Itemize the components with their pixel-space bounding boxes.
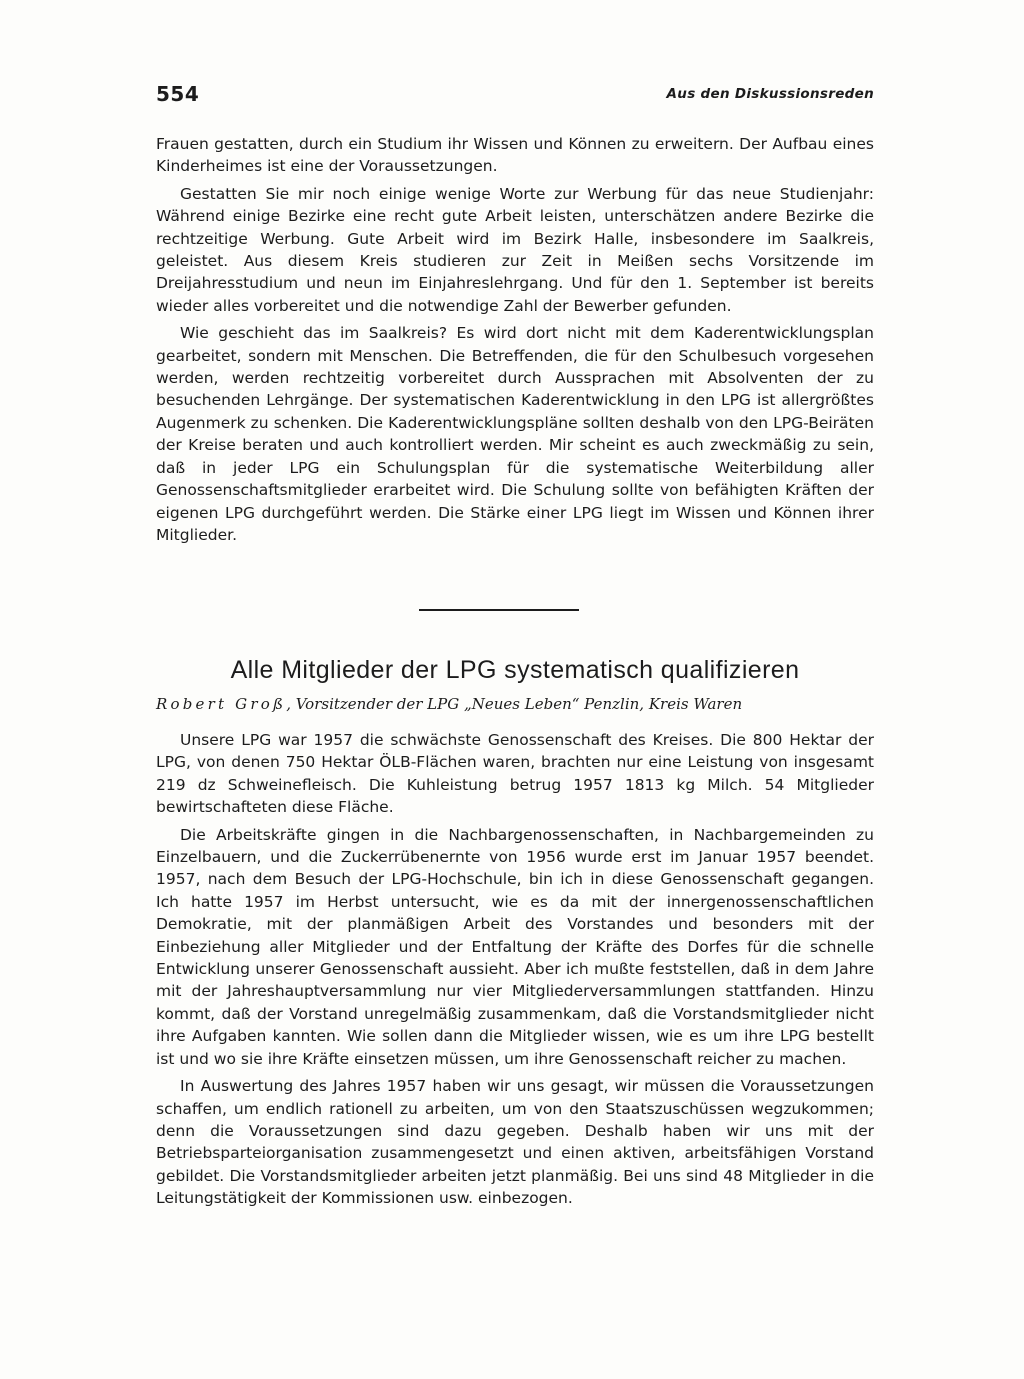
paragraph: Frauen gestatten, durch ein Studium ihr Wissen und Können zu erweitern. Der Aufbau eines Kinderheimes ist eine der Voraussetzungen. [156,135,874,176]
section-divider [419,609,579,611]
author-name: Robert Groß [156,695,287,713]
top-section-text [156,133,874,551]
paragraph: Die Arbeitskräfte gingen in die Nachbargenossenschaften, in Nachbargemeinden zu Einzelbauern, und die Zuckerrübenernte von 1956 wurde erst im Januar 1957 beendet. 1957, nach dem Besuch der LPG-Hochschule, bin ich in diese Genossenschaft gegangen. Ich hatte 1957 im Herbst untersucht, wie es da mit der innergenossenschaftlichen Demokratie, mit der planmäßigen Arbeit des Vorstandes und besonders mit der Einbeziehung aller Mitglieder und der Entfaltung der Kräfte des Dorfes für die schnelle Entwicklung unserer Genossenschaft aussieht. Aber ich mußte feststellen, daß in dem Jahre mit der Jahreshauptversammlung nur vier Mitgliederversammlungen stattfanden. Hinzu kommt, daß der Vorstand unregelmäßig zusammenkam, daß die Vorstandsmitglieder nicht ihre Aufgaben kannten. Wie sollen dann die Mitglieder wissen, wie es um ihre LPG bestellt ist und wo sie ihre Kräfte einsetzen müssen, um ihre Genossenschaft reicher zu machen. [156,825,874,1068]
article-title: Alle Mitglieder der LPG systematisch qualifizieren [230,656,800,684]
page-number: 554 [156,82,200,106]
paragraph: In Auswertung des Jahres 1957 haben wir uns gesagt, wir müssen die Voraussetzungen schaffen, um endlich rationell zu arbeiten, um von den Staatszuschüssen wegzukommen; denn die Voraussetzungen sind dazu gegeben. Deshalb haben wir uns mit der Betriebsparteiorganisation zusammengesetzt und einen aktiven, arbeitsfähigen Vorstand gebildet. Die Vorstandsmitglieder arbeiten jetzt planmäßig. Bei uns sind 48 Mitglieder in die Leitungstätigkeit der Kommissionen usw. einbezogen. [156,1077,874,1208]
paragraph: Unsere LPG war 1957 die schwächste Genossenschaft des Kreises. Die 800 Hektar der LPG, von denen 750 Hektar ÖLB-Flächen waren, brachten nur eine Leistung von insgesamt 219 dz Schweinefleisch. Die Kuhleistung betrug 1957 1813 kg Milch. 54 Mitglieder bewirtschafteten diese Fläche. [156,731,874,817]
running-head [156,82,874,112]
paragraph: Gestatten Sie mir noch einige wenige Worte zur Werbung für das neue Studienjahr: Während einige Bezirke eine recht gute Arbeit leisten, unterschätzen andere Bezirke die rechtzeitige Werbung. Gute Arbeit wird im Bezirk Halle, insbesondere im Saalkreis, geleistet. Aus diesem Kreis studieren zur Zeit in Meißen sechs Vorsitzende im Dreijahresstudium und neun im Einjahreslehrgang. Und für den 1. September ist bereits wieder alles vorbereitet und die notwendige Zahl der Bewerber gefunden. [156,184,874,315]
paragraph: Wie geschieht das im Saalkreis? Es wird dort nicht mit dem Kaderentwicklungsplan gearbeitet, sondern mit Menschen. Die Betreffenden, die für den Schulbesuch vorgesehen werden, werden rechtzeitig vorbereitet durch Aussprachen mit Absolventen der zu besuchenden Lehrgänge. Der systematischen Kaderentwicklung in den LPG ist allergrößtes Augenmerk zu schenken. Die Kaderentwicklungspläne sollten deshalb von den LPG-Beiräten der Kreise beraten und auch kontrolliert werden. Mir scheint es auch zweckmäßig zu sein, daß in jeder LPG ein Schulungsplan für die systematische Weiterbildung aller Genossenschaftsmitglieder erarbeitet wird. Die Schulung sollte von befähigten Kräften der eigenen LPG durchgeführt werden. Die Stärke einer LPG liegt im Wissen und Können ihrer Mitglieder. [156,324,874,544]
article-byline [156,695,874,713]
running-section-title: Aus den Diskussionsreden [666,86,874,102]
author-role: , Vorsitzender der LPG „Neues Leben“ Penzlin, Kreis Waren [286,695,743,713]
article-body [156,729,874,1215]
